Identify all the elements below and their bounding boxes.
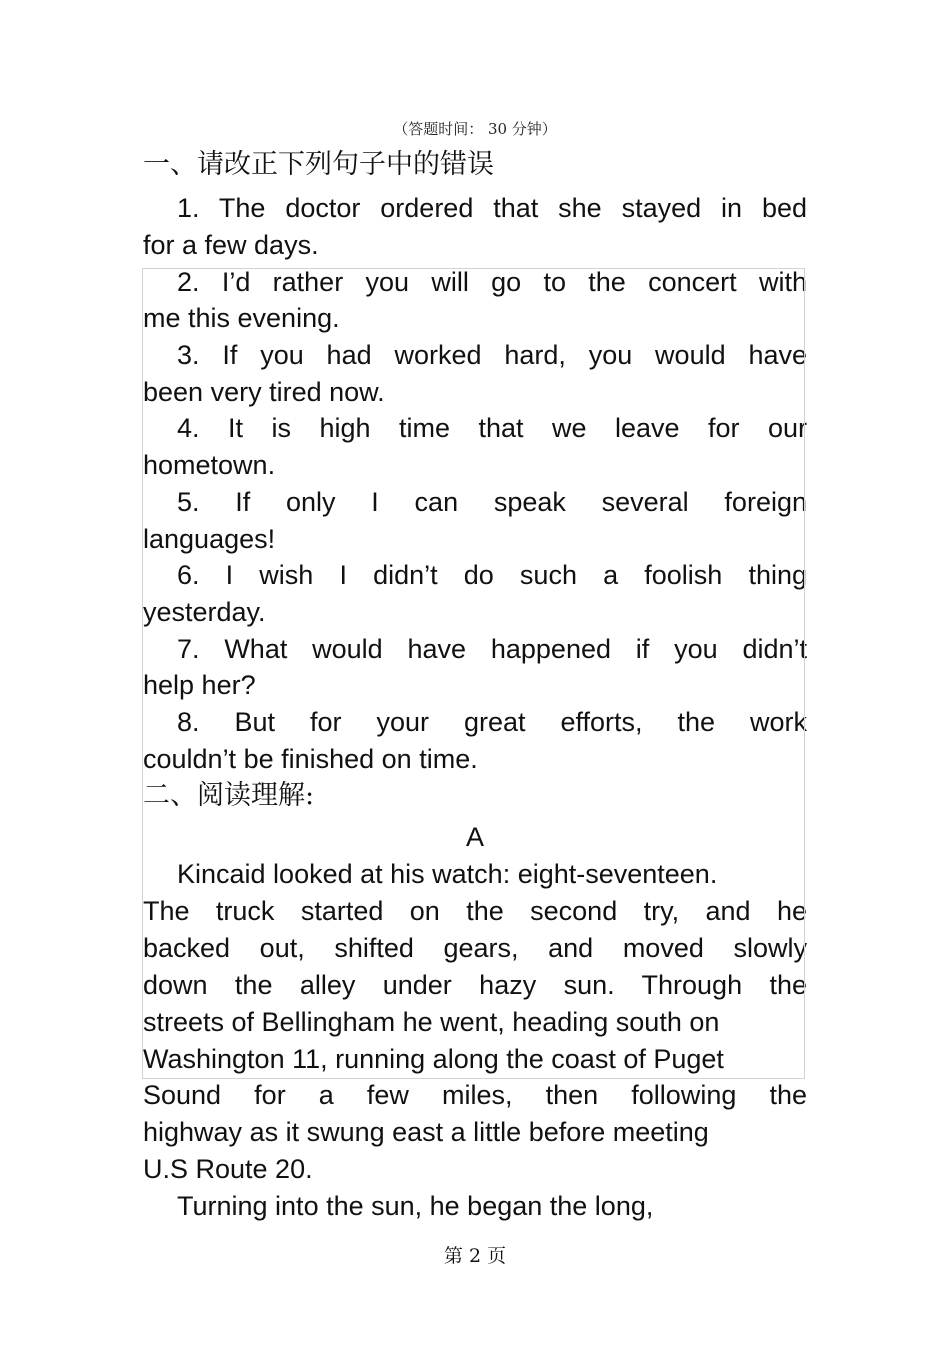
question-line: 1. The doctor ordered that she stayed in bed xyxy=(177,193,807,223)
question-line: couldn’t be finished on time. xyxy=(143,744,478,774)
question-line: 5. If only I can speak several foreign xyxy=(177,487,807,517)
question-line: for a few days. xyxy=(143,230,319,260)
passage-line: Kincaid looked at his watch: eight-seventeen. xyxy=(177,859,718,889)
question-line: yesterday. xyxy=(143,597,266,627)
question-line: 8. But for your great efforts, the work xyxy=(177,707,807,737)
passage-line: U.S Route 20. xyxy=(143,1154,313,1184)
question-line: me this evening. xyxy=(143,303,340,333)
question-line: 6. I wish I didn’t do such a foolish thing xyxy=(177,560,807,590)
passage-line: backed out, shifted gears, and moved slowly xyxy=(143,933,807,963)
passage-line: down the alley under hazy sun. Through the xyxy=(143,970,807,1000)
question-line: help her? xyxy=(143,670,256,700)
question-line: languages! xyxy=(143,524,276,554)
question-line: 4. It is high time that we leave for our xyxy=(177,413,807,443)
passage-line: Turning into the sun, he began the long, xyxy=(177,1191,654,1221)
section-1-title: 一、请改正下列句子中的错误 xyxy=(143,149,494,180)
passage-line: streets of Bellingham he went, heading south on xyxy=(143,1007,720,1037)
time-note: （答题时间： 30 分钟） xyxy=(393,120,557,138)
passage-line: Washington 11, running along the coast of Puget xyxy=(143,1044,724,1074)
passage-line: highway as it swung east a little before meeting xyxy=(143,1117,709,1147)
question-line: 7. What would have happened if you didn’t xyxy=(177,634,807,664)
passage-label: A xyxy=(465,822,484,852)
question-line: been very tired now. xyxy=(143,377,385,407)
page-number: 第 2 页 xyxy=(443,1245,507,1267)
passage-line: The truck started on the second try, and he xyxy=(143,896,807,926)
question-line: 2. I’d rather you will go to the concert with xyxy=(177,267,807,297)
question-line: 3. If you had worked hard, you would have xyxy=(177,340,807,370)
passage-line: Sound for a few miles, then following the xyxy=(143,1080,807,1110)
section-2-title: 二、阅读理解: xyxy=(143,780,315,811)
question-line: hometown. xyxy=(143,450,276,480)
